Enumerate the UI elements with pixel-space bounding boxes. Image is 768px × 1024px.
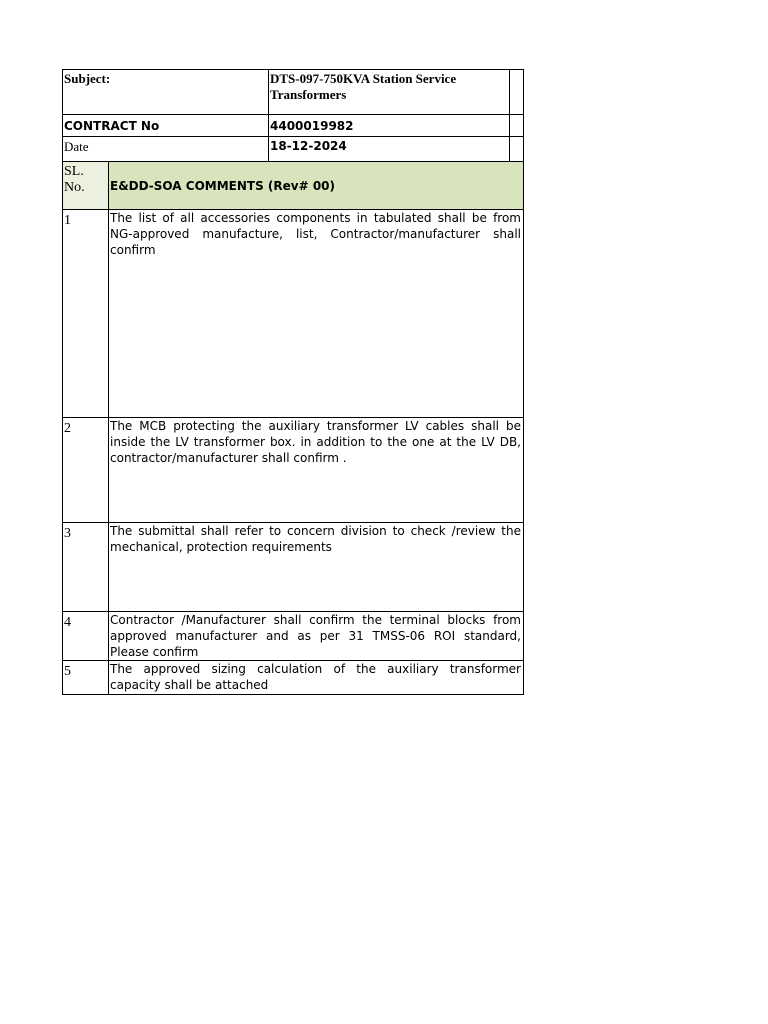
contract-label: CONTRACT No (63, 115, 269, 137)
comment-sheet (62, 69, 524, 695)
comment-text: The list of all accessories components in tabulated shall be from NG-approved manufacture, list, Contractor/manufacturer shall confirm (109, 210, 524, 418)
date-value: 18-12-2024 (269, 137, 510, 162)
sl-no-header: SL. No. (63, 162, 109, 210)
row-number: 5 (63, 661, 109, 695)
comments-header: E&DD-SOA COMMENTS (Rev# 00) (109, 162, 524, 210)
subject-blank-cell (510, 70, 524, 115)
date-label: Date (63, 137, 269, 162)
table-row (63, 210, 524, 418)
contract-row (63, 115, 524, 137)
table-row (63, 523, 524, 612)
contract-value: 4400019982 (269, 115, 510, 137)
row-number: 2 (63, 418, 109, 523)
table-row (63, 661, 524, 695)
subject-label: Subject: (63, 70, 269, 115)
comments-header-row (63, 162, 524, 210)
table-row (63, 612, 524, 661)
comment-text: The approved sizing calculation of the auxiliary transformer capacity shall be attached (109, 661, 524, 695)
subject-value: DTS-097-750KVA Station Service Transformers (269, 70, 510, 115)
subject-row (63, 70, 524, 115)
comment-text: The submittal shall refer to concern division to check /review the mechanical, protection requirements (109, 523, 524, 612)
header-table (62, 69, 524, 162)
row-number: 3 (63, 523, 109, 612)
row-number: 1 (63, 210, 109, 418)
date-blank-cell (510, 137, 524, 162)
comment-text: Contractor /Manufacturer shall confirm the terminal blocks from approved manufacturer and as per 31 TMSS-06 ROI standard, Please confirm (109, 612, 524, 661)
table-row (63, 418, 524, 523)
row-number: 4 (63, 612, 109, 661)
date-row (63, 137, 524, 162)
comment-text: The MCB protecting the auxiliary transformer LV cables shall be inside the LV transformer box. in addition to the one at the LV DB, contractor/manufacturer shall confirm . (109, 418, 524, 523)
comments-table (62, 161, 524, 695)
contract-blank-cell (510, 115, 524, 137)
